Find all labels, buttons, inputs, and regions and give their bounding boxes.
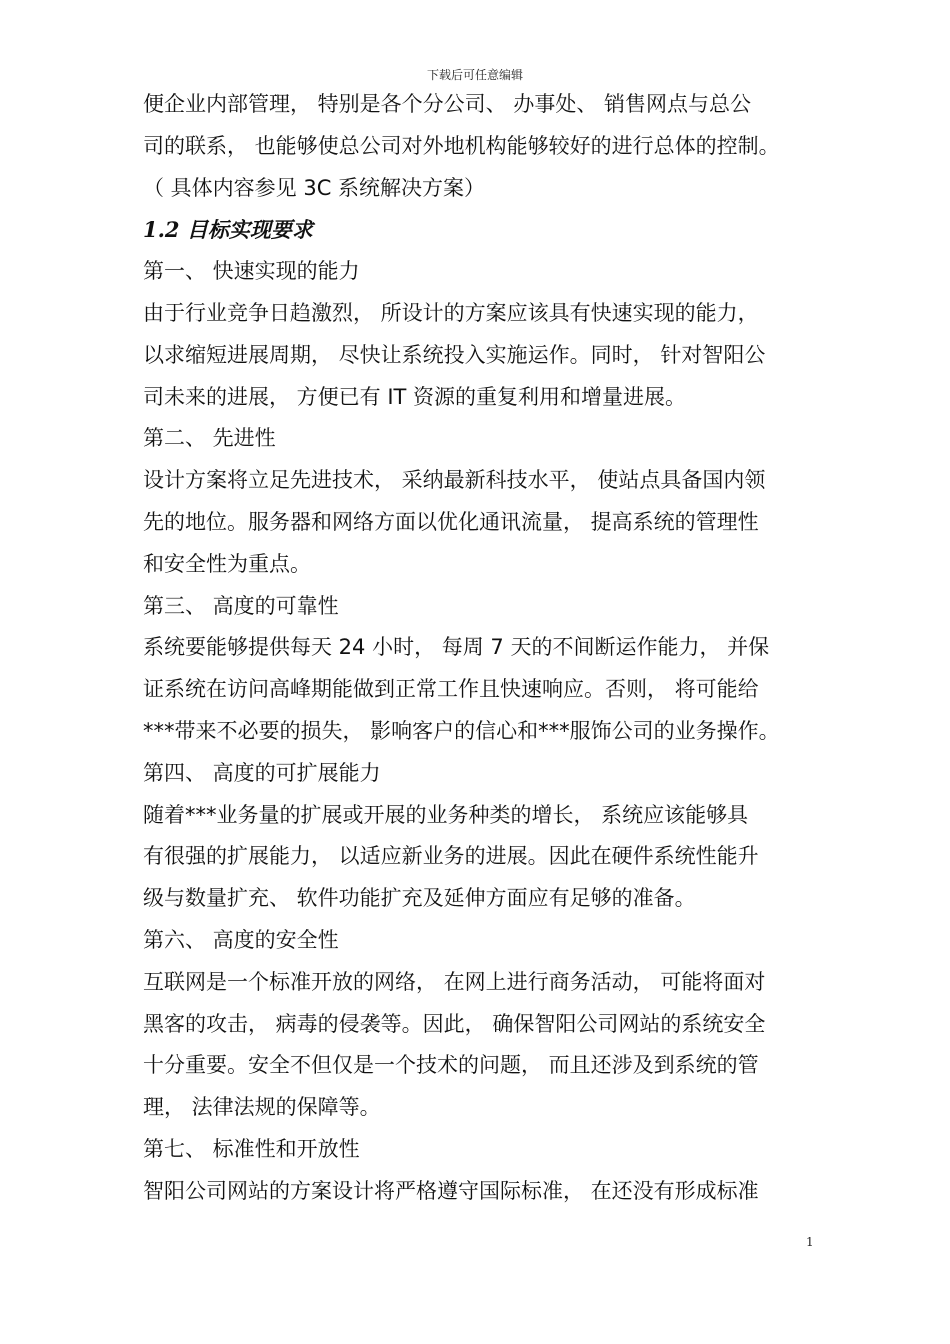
subsection-title: 第六、 高度的安全性 xyxy=(143,927,339,952)
text-line: （ 具体内容参见 3C 系统解决方案） xyxy=(143,175,486,200)
text-line: 设计方案将立足先进技术， 采纳最新科技水平， 使站点具备国内领 xyxy=(143,468,766,493)
text-line: 由于行业竞争日趋激烈， 所设计的方案应该具有快速实现的能力， xyxy=(143,300,759,325)
text-line: 司的联系， 也能够使总公司对外地机构能够较好的进行总体的控制。 xyxy=(143,133,780,158)
text-line: 互联网是一个标准开放的网络， 在网上进行商务活动， 可能将面对 xyxy=(143,969,766,994)
text-line: 随着***业务量的扩展或开展的业务种类的增长， 系统应该能够具 xyxy=(143,802,749,827)
text-line: 司未来的进展， 方便已有 IT 资源的重复利用和增量进展。 xyxy=(143,384,687,409)
text-line: ***带来不必要的损失， 影响客户的信心和***服饰公司的业务操作。 xyxy=(143,718,780,743)
section-heading: 1.2 目标实现要求 xyxy=(143,217,313,243)
text-line: 以求缩短进展周期， 尽快让系统投入实施运作。同时， 针对智阳公 xyxy=(143,342,766,367)
text-line: 便企业内部管理， 特别是各个分公司、 办事处、 销售网点与总公 xyxy=(143,92,752,116)
subsection-title: 第四、 高度的可扩展能力 xyxy=(143,760,381,785)
text-line: 智阳公司网站的方案设计将严格遵守国际标准， 在还没有形成标准 xyxy=(143,1178,759,1203)
text-line: 和安全性为重点。 xyxy=(143,551,311,576)
text-line: 十分重要。安全不但仅是一个技术的问题， 而且还涉及到系统的管 xyxy=(143,1053,759,1078)
subsection-title: 第七、 标准性和开放性 xyxy=(143,1136,360,1161)
text-line: 系统要能够提供每天 24 小时， 每周 7 天的不间断运作能力， 并保 xyxy=(143,635,770,660)
text-line: 证系统在访问高峰期能做到正常工作且快速响应。否则， 将可能给 xyxy=(143,677,759,702)
text-line: 黑客的攻击， 病毒的侵袭等。因此， 确保智阳公司网站的系统安全 xyxy=(143,1011,766,1036)
page-number: 1 xyxy=(806,1235,814,1249)
subsection-title: 第一、 快速实现的能力 xyxy=(143,259,360,284)
text-line: 理， 法律法规的保障等。 xyxy=(143,1095,381,1120)
text-line: 先的地位。服务器和网络方面以优化通讯流量， 提高系统的管理性 xyxy=(143,509,759,534)
subsection-title: 第三、 高度的可靠性 xyxy=(143,593,339,618)
document-body xyxy=(143,84,823,1213)
text-line: 级与数量扩充、 软件功能扩充及延伸方面应有足够的准备。 xyxy=(143,886,696,911)
page-header-note: 下载后可任意编辑 xyxy=(426,68,523,82)
subsection-title: 第二、 先进性 xyxy=(143,426,276,451)
text-line: 有很强的扩展能力， 以适应新业务的进展。因此在硬件系统性能升 xyxy=(143,844,759,869)
